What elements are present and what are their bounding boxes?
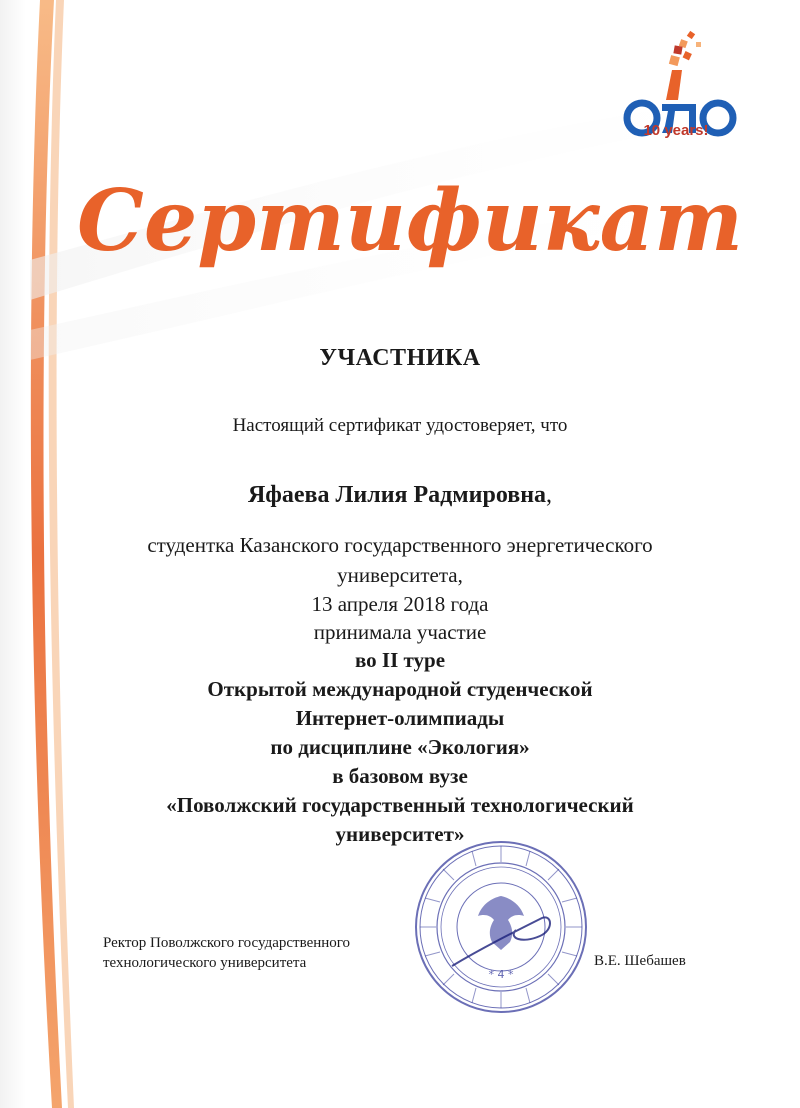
body-line-2: университета, [337, 563, 463, 587]
signatory-position-line-2: технологического университета [103, 955, 307, 971]
certificate-subtitle: УЧАСТНИКА [319, 345, 481, 371]
bold-line-2: Открытой международной студенческой [207, 677, 593, 701]
bold-line-6: «Поволжский государственный технологический [166, 793, 634, 817]
bold-line-7: университет» [335, 822, 465, 846]
recipient-name [0, 482, 800, 509]
svg-text:* 4 *: * 4 * [488, 968, 514, 981]
certificate-title [77, 158, 743, 288]
attest-text: Настоящий сертификат удостоверяет, что [232, 415, 568, 436]
logo-years: 10 years! [643, 122, 709, 139]
signatory-position [103, 933, 350, 973]
recipient-name-comma: , [546, 482, 553, 508]
bold-line-4: по дисциплине «Экология» [270, 735, 530, 759]
body-line-3: 13 апреля 2018 года [311, 592, 489, 616]
olympiad-logo [600, 22, 750, 162]
signatory-name: В.Е. Шебашев [594, 953, 686, 969]
torch-icon [666, 31, 701, 100]
bold-line-3: Интернет-олимпиады [295, 706, 505, 730]
bold-line-1: во II туре [354, 648, 446, 672]
certificate-title-text: Сертификат [77, 171, 743, 270]
body-line-4: принимала участие [313, 620, 487, 644]
body-line-1: студентка Казанского государственного энергетического [147, 533, 653, 557]
official-stamp [412, 838, 590, 1016]
bold-line-5: в базовом вузе [332, 764, 468, 788]
signatory-position-line-1: Ректор Поволжского государственного [103, 935, 351, 951]
recipient-name-text: Яфаева Лилия Радмировна [247, 482, 547, 508]
emblem-icon [478, 896, 524, 950]
